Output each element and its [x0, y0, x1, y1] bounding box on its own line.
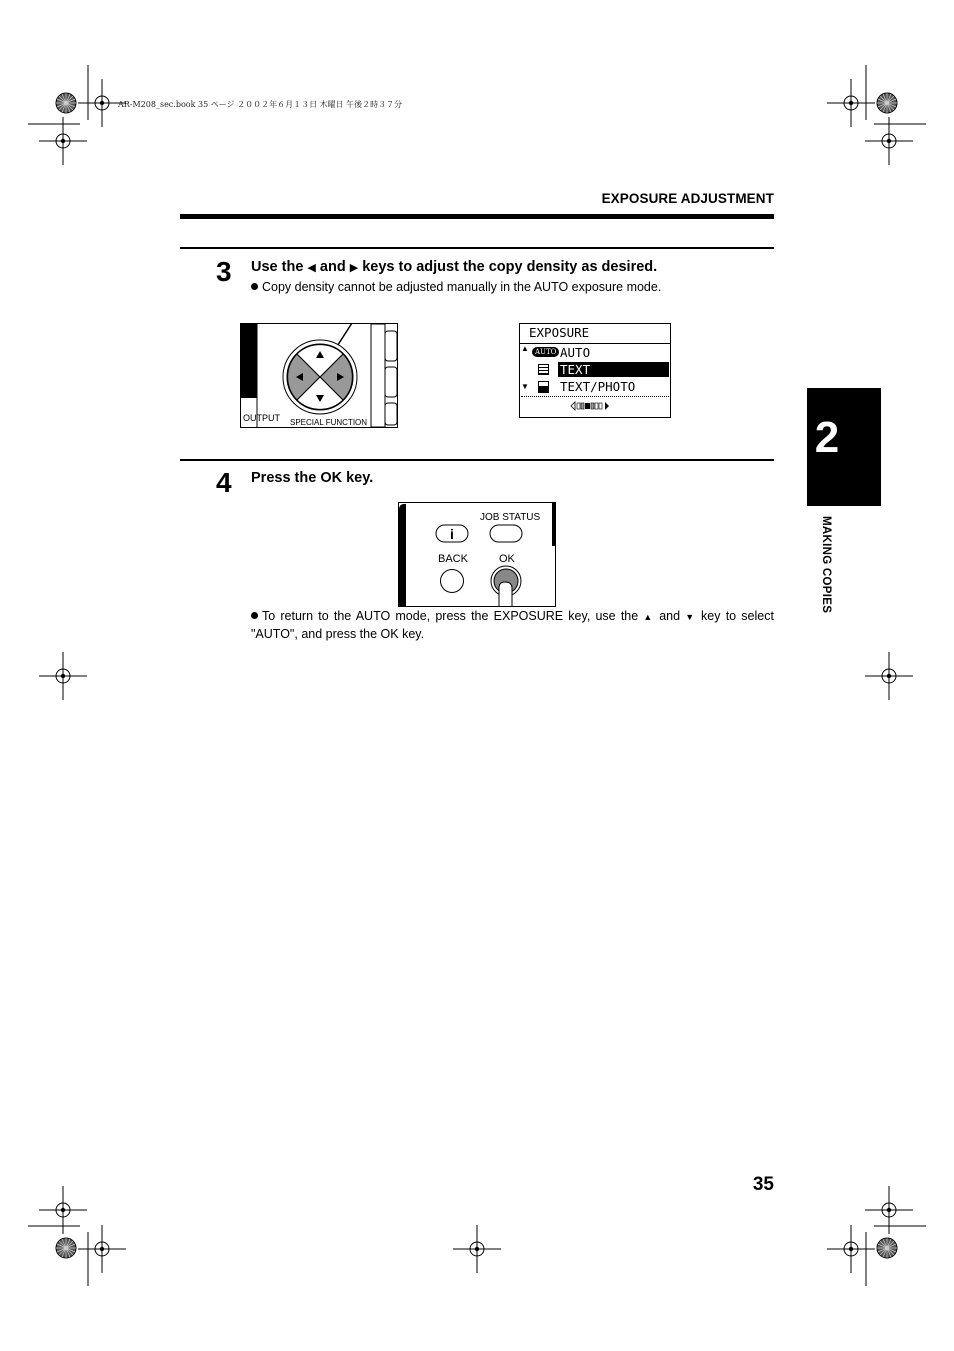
special-function-label: SPECIAL FUNCTION	[290, 418, 368, 427]
ok-key-figure	[398, 502, 556, 607]
text-photo-mode-icon	[538, 381, 549, 393]
lcd-item-text-photo[interactable]: TEXT/PHOTO	[560, 379, 636, 394]
text-mode-icon	[538, 364, 549, 375]
finger-pointer-icon	[499, 582, 512, 606]
bullet-icon	[251, 283, 258, 290]
page-number: 35	[752, 1174, 774, 1195]
left-arrow-icon: ◀	[307, 262, 316, 274]
crop-mark-mid-left	[39, 652, 87, 700]
down-triangle-icon: ▼	[685, 612, 696, 622]
crop-mark-top-right	[827, 65, 926, 165]
header-rule	[180, 214, 774, 219]
back-label: BACK	[438, 553, 468, 565]
chapter-tab-number: 2	[814, 413, 840, 462]
step-3-note-text: Copy density cannot be adjusted manually in the AUTO exposure mode.	[262, 280, 662, 294]
step-4-note-text-before: To return to the AUTO mode, press the EXPOSURE key, use the	[262, 609, 644, 623]
job-status-label: JOB STATUS	[480, 512, 541, 523]
step-4-instruction: Press the OK key.	[251, 470, 374, 486]
output-label: OUTPUT	[243, 413, 280, 423]
crop-mark-bottom-center	[453, 1225, 501, 1273]
crop-mark-top-left	[28, 65, 126, 165]
step-3-instruction	[251, 259, 657, 275]
keypad-figure	[240, 323, 398, 428]
scroll-down-icon: ▼	[521, 382, 529, 391]
section-title: EXPOSURE ADJUSTMENT	[601, 191, 774, 206]
step-4-note-text-mid: and	[654, 609, 686, 623]
step-4-rule	[180, 459, 774, 461]
step-3-number: 3	[216, 256, 232, 287]
bullet-icon	[251, 612, 258, 619]
step-4-note-text-after: key to select "AUTO", and press the OK key.	[251, 609, 774, 641]
up-triangle-icon: ▲	[643, 612, 655, 622]
back-button[interactable]	[441, 570, 464, 593]
ok-label: OK	[499, 553, 515, 565]
auto-badge: AUTO	[532, 347, 559, 357]
crop-mark-bottom-left	[28, 1186, 126, 1286]
job-status-button[interactable]	[490, 525, 522, 542]
print-header: AR-M208_sec.book 35 ページ ２００２年６月１３日 木曜日 午後２時３７分	[118, 100, 403, 109]
crop-mark-bottom-right	[827, 1186, 926, 1286]
step-3-text-mid: and	[315, 259, 350, 275]
step-3-text-after: keys to adjust the copy density as desired.	[358, 259, 658, 275]
chapter-tab-label: MAKING COPIES	[820, 516, 832, 614]
step-4-number: 4	[216, 467, 232, 498]
step-3-note	[251, 279, 661, 296]
lcd-title: EXPOSURE	[529, 325, 590, 340]
scroll-up-icon: ▲	[521, 344, 529, 353]
density-scale-icon	[570, 400, 616, 412]
step-3-text-before: Use the	[251, 259, 308, 275]
crop-mark-mid-right	[865, 652, 913, 700]
step-3-rule	[180, 247, 774, 249]
lcd-item-auto[interactable]: AUTO	[560, 345, 591, 360]
lcd-item-text[interactable]: TEXT	[558, 362, 669, 377]
info-icon: i	[450, 526, 454, 542]
step-4-note	[251, 608, 774, 643]
right-arrow-icon: ▶	[349, 262, 359, 274]
lcd-figure	[519, 323, 671, 418]
